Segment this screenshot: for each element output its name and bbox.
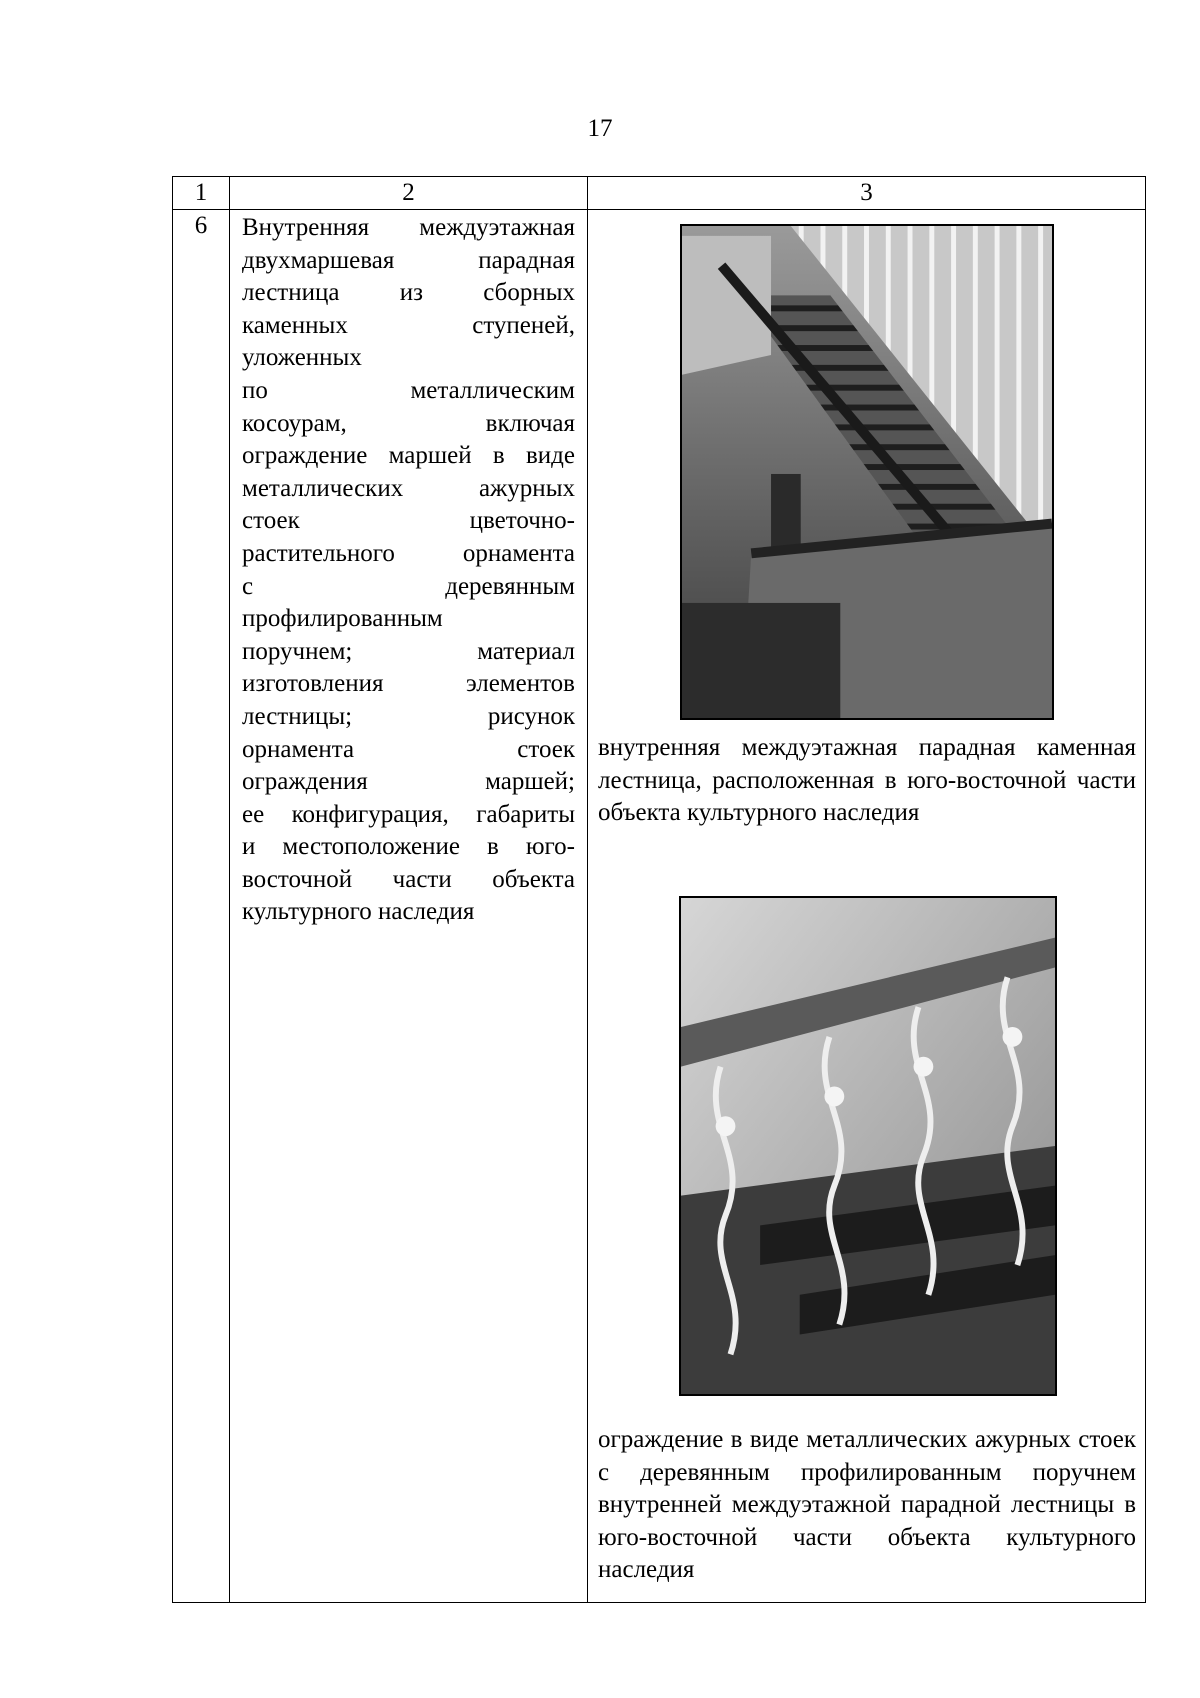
description-cell	[230, 210, 588, 1603]
staircase-photo-image	[682, 226, 1052, 718]
description-line: ограждение маршей в виде	[242, 442, 575, 470]
description-line: поручнем; материал	[242, 637, 575, 665]
photo-1-caption: внутренняя междуэтажная парадная каменная лестница, расположенная в юго-восточной части объекта культурного наследия	[598, 734, 1136, 827]
description-line: изготовления элементов	[242, 670, 575, 698]
header-col-2: 2	[230, 177, 588, 210]
heritage-element-table	[172, 176, 1146, 1603]
railing-photo	[679, 896, 1057, 1396]
description-line: каменных ступеней,	[242, 311, 575, 339]
description-line: косоурам, включая	[242, 409, 575, 437]
description-line: ограждения маршей;	[242, 768, 575, 796]
description-line: стоек цветочно-	[242, 507, 575, 535]
railing-photo-image	[681, 898, 1055, 1394]
description-line: металлических ажурных	[242, 474, 575, 502]
description-line: уложенных	[242, 344, 362, 372]
element-description	[230, 210, 587, 929]
description-line: растительного орнамента	[242, 539, 575, 567]
description-line: ее конфигурация, габариты	[242, 800, 575, 828]
description-line: и местоположение в юго-	[242, 833, 575, 861]
description-line: профилированным	[242, 605, 443, 633]
photo-2-caption: ограждение в виде металлических ажурных стоек с деревянным профилированным поручнем внутренней междуэтажной парадной лестницы в юго-восточной части объекта культурного наследия	[598, 1426, 1136, 1584]
description-line: Внутренняя междуэтажная	[242, 214, 575, 241]
description-line: с деревянным	[242, 572, 575, 600]
row-number: 6	[173, 210, 230, 1603]
table-header-row	[173, 177, 1146, 210]
description-line: восточной части объекта	[242, 865, 575, 893]
page-number: 17	[587, 115, 613, 142]
table-row	[173, 210, 1146, 1603]
staircase-photo	[680, 224, 1054, 720]
description-line: культурного наследия	[242, 898, 475, 926]
photo-cell	[588, 210, 1146, 1603]
header-col-1: 1	[173, 177, 230, 210]
description-line: двухмаршевая парадная	[242, 246, 575, 274]
description-line: лестницы; рисунок	[242, 702, 575, 730]
description-line: по металлическим	[242, 376, 575, 404]
description-line: лестница из сборных	[242, 279, 575, 307]
description-line: орнамента стоек	[242, 735, 575, 763]
header-col-3: 3	[588, 177, 1146, 210]
